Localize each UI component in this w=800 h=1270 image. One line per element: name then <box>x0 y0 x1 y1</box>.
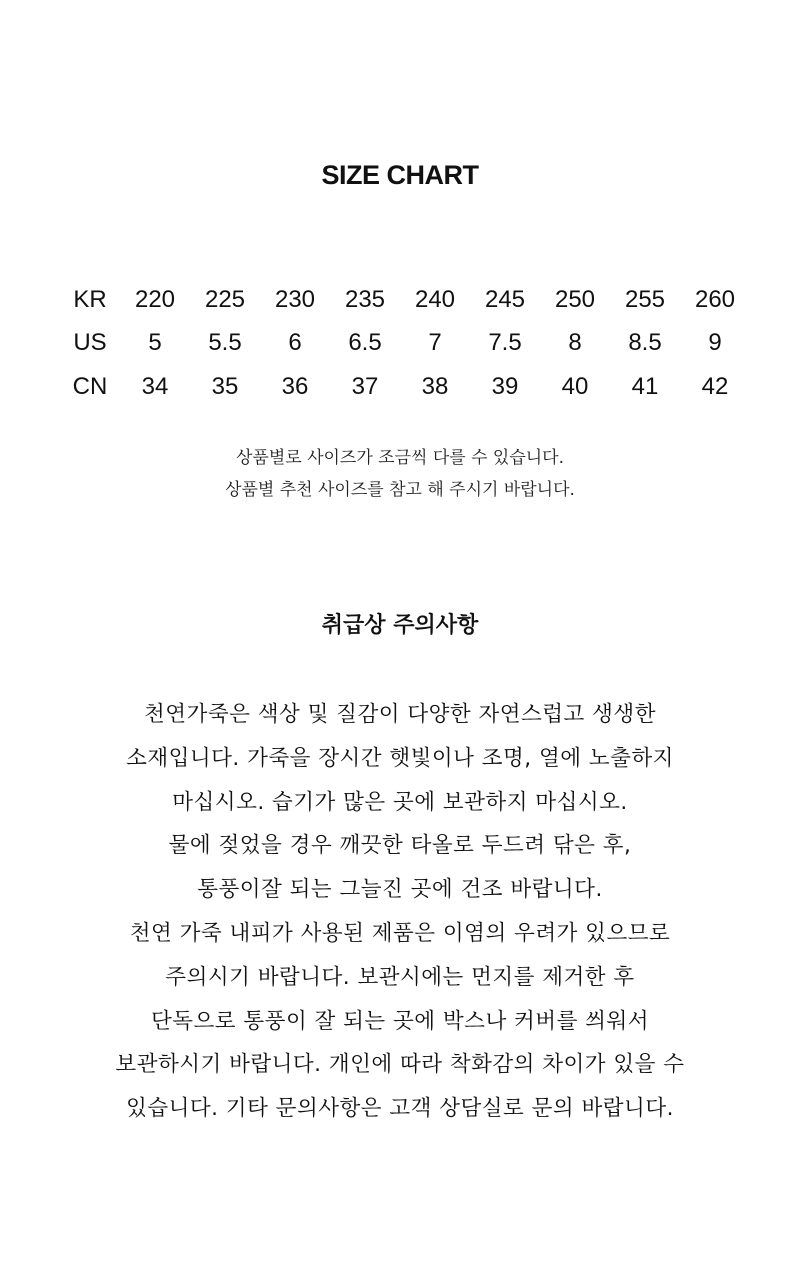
care-line: 주의시기 바랍니다. 보관시에는 먼지를 제거한 후 <box>165 964 635 990</box>
size-row-cn <box>60 365 750 409</box>
size-cell: 40 <box>561 372 589 400</box>
care-line: 천연가죽은 색상 및 질감이 다양한 자연스럽고 생생한 <box>144 702 656 727</box>
size-cell: 34 <box>141 372 169 400</box>
size-cell: 35 <box>211 372 239 400</box>
size-cell: 36 <box>281 372 309 400</box>
size-cell: 230 <box>274 285 316 313</box>
care-line: 단독으로 통풍이 잘 되는 곳에 박스나 커버를 씌워서 <box>151 1008 649 1034</box>
size-cell: 7 <box>428 329 442 357</box>
care-line: 통풍이잘 되는 그늘진 곳에 건조 바랍니다. <box>197 877 603 903</box>
care-line: 마십시오. 습기가 많은 곳에 보관하지 마십시오. <box>172 789 628 815</box>
care-line: 천연 가죽 내피가 사용된 제품은 이염의 우려가 있으므로 <box>129 920 671 946</box>
size-cell: 255 <box>624 285 666 313</box>
care-line: 물에 젖었을 경우 깨끗한 타올로 두드려 닦은 후, <box>168 833 632 859</box>
size-cell: 8 <box>568 329 582 357</box>
size-cell: 7.5 <box>488 329 522 357</box>
size-cell: 41 <box>631 372 659 400</box>
size-row-kr <box>60 278 750 322</box>
size-chart-title: SIZE CHART <box>321 160 479 190</box>
care-instructions <box>0 693 800 1131</box>
size-table-body <box>60 278 750 409</box>
size-cell: 39 <box>491 372 519 400</box>
size-cell: 235 <box>344 285 386 313</box>
care-line: 소재입니다. 가죽을 장시간 햇빛이나 조명, 열에 노출하지 <box>126 745 674 771</box>
size-cell: 5 <box>148 329 162 357</box>
size-row-label: CN <box>72 372 108 400</box>
size-cell: 9 <box>708 329 722 357</box>
size-cell: 245 <box>484 285 526 313</box>
size-cell: 42 <box>701 372 729 400</box>
size-row-label: US <box>73 329 107 357</box>
size-cell: 220 <box>134 285 176 313</box>
size-notes <box>0 442 800 506</box>
care-title: 취급상 주의사항 <box>321 613 479 638</box>
size-cell: 240 <box>414 285 456 313</box>
size-cell: 5.5 <box>208 329 242 357</box>
size-row-label: KR <box>73 285 107 313</box>
size-cell: 8.5 <box>628 329 662 357</box>
size-row-us <box>60 322 750 366</box>
size-cell: 225 <box>204 285 246 313</box>
size-cell: 250 <box>554 285 596 313</box>
size-cell: 38 <box>421 372 449 400</box>
care-line: 있습니다. 기타 문의사항은 고객 상담실로 문의 바랍니다. <box>126 1096 674 1122</box>
size-cell: 6 <box>288 329 302 357</box>
size-cell: 6.5 <box>348 329 382 357</box>
size-note-line: 상품별 추천 사이즈를 참고 해 주시기 바랍니다. <box>225 480 575 500</box>
size-cell: 260 <box>694 285 736 313</box>
care-line: 보관하시기 바랍니다. 개인에 따라 착화감의 차이가 있을 수 <box>115 1052 685 1078</box>
size-table <box>60 278 750 409</box>
size-cell: 37 <box>351 372 379 400</box>
size-note-line: 상품별로 사이즈가 조금씩 다를 수 있습니다. <box>235 448 565 468</box>
